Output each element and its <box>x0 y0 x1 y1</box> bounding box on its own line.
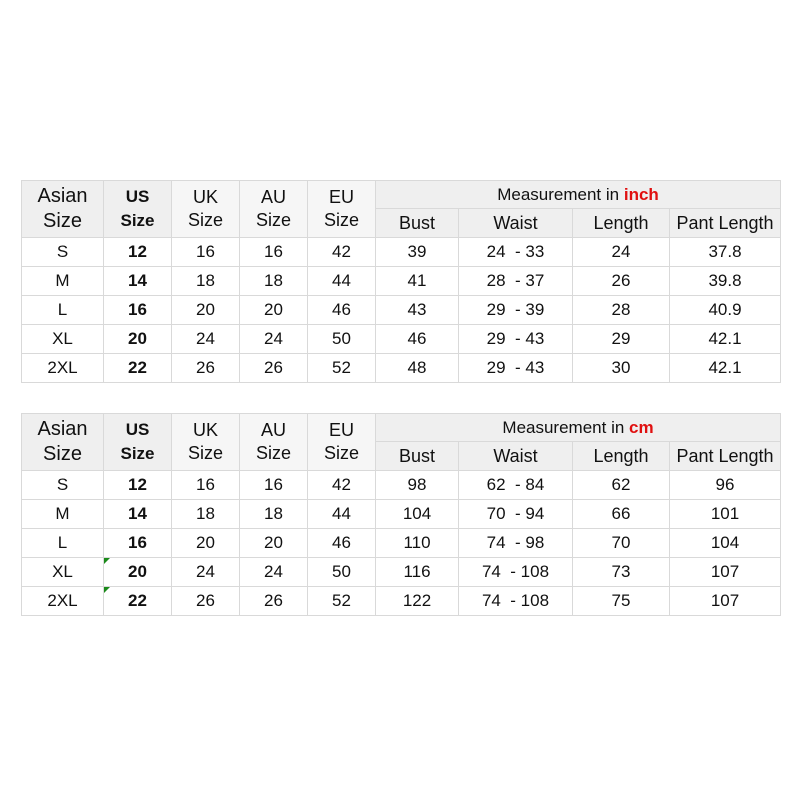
asian-size-cell: S <box>22 471 104 500</box>
au-size-cell: 26 <box>240 354 308 383</box>
au-size-cell: 20 <box>240 296 308 325</box>
us-size-header: US Size <box>104 414 172 471</box>
bust-cell: 98 <box>376 471 459 500</box>
uk-size-cell: 18 <box>172 500 240 529</box>
pant-length-header: Pant Length <box>670 442 781 471</box>
au-size-header: AU Size <box>240 181 308 238</box>
table-row <box>22 267 781 296</box>
measurement-unit: inch <box>623 184 659 204</box>
waist-cell: 74 - 108 <box>459 587 573 616</box>
us-size-cell: 14 <box>104 500 172 529</box>
bust-cell: 39 <box>376 238 459 267</box>
asian-size-cell: L <box>22 296 104 325</box>
waist-cell: 29 - 43 <box>459 325 573 354</box>
bust-cell: 41 <box>376 267 459 296</box>
uk-size-cell: 24 <box>172 558 240 587</box>
us-size-cell: 22 <box>104 354 172 383</box>
au-size-cell: 18 <box>240 500 308 529</box>
uk-size-cell: 20 <box>172 296 240 325</box>
length-header: Length <box>573 209 670 238</box>
uk-size-cell: 16 <box>172 238 240 267</box>
us-size-cell: 16 <box>104 296 172 325</box>
error-marker-icon <box>104 587 110 593</box>
uk-size-cell: 16 <box>172 471 240 500</box>
asian-size-cell: XL <box>22 325 104 354</box>
length-cell: 62 <box>573 471 670 500</box>
waist-cell: 24 - 33 <box>459 238 573 267</box>
measurement-title: Measurement in inch <box>376 181 781 209</box>
pant-length-cell: 42.1 <box>670 354 781 383</box>
eu-size-cell: 42 <box>308 471 376 500</box>
length-cell: 28 <box>573 296 670 325</box>
pant-length-cell: 42.1 <box>670 325 781 354</box>
uk-size-cell: 26 <box>172 354 240 383</box>
au-size-cell: 18 <box>240 267 308 296</box>
bust-header: Bust <box>376 209 459 238</box>
pant-length-cell: 101 <box>670 500 781 529</box>
au-size-cell: 24 <box>240 325 308 354</box>
asian-size-cell: S <box>22 238 104 267</box>
waist-header: Waist <box>459 209 573 238</box>
waist-cell: 62 - 84 <box>459 471 573 500</box>
length-cell: 24 <box>573 238 670 267</box>
eu-size-header: EU Size <box>308 414 376 471</box>
bust-cell: 48 <box>376 354 459 383</box>
waist-cell: 28 - 37 <box>459 267 573 296</box>
table-row <box>22 529 781 558</box>
pant-length-cell: 40.9 <box>670 296 781 325</box>
us-size-cell: 20 <box>104 558 172 587</box>
pant-length-cell: 96 <box>670 471 781 500</box>
eu-size-cell: 52 <box>308 587 376 616</box>
au-size-cell: 16 <box>240 471 308 500</box>
uk-size-header: UK Size <box>172 414 240 471</box>
uk-size-cell: 18 <box>172 267 240 296</box>
au-size-cell: 20 <box>240 529 308 558</box>
pant-length-cell: 39.8 <box>670 267 781 296</box>
us-size-cell: 16 <box>104 529 172 558</box>
eu-size-cell: 46 <box>308 296 376 325</box>
us-size-cell: 20 <box>104 325 172 354</box>
pant-length-header: Pant Length <box>670 209 781 238</box>
eu-size-cell: 44 <box>308 500 376 529</box>
eu-size-cell: 50 <box>308 325 376 354</box>
asian-size-cell: M <box>22 267 104 296</box>
uk-size-cell: 26 <box>172 587 240 616</box>
table-row <box>22 558 781 587</box>
bust-cell: 104 <box>376 500 459 529</box>
eu-size-cell: 44 <box>308 267 376 296</box>
pant-length-cell: 107 <box>670 558 781 587</box>
waist-header: Waist <box>459 442 573 471</box>
table-row <box>22 238 781 267</box>
eu-size-cell: 42 <box>308 238 376 267</box>
size-chart-cm <box>21 413 781 616</box>
table-row <box>22 296 781 325</box>
length-cell: 26 <box>573 267 670 296</box>
bust-cell: 122 <box>376 587 459 616</box>
waist-cell: 29 - 43 <box>459 354 573 383</box>
measurement-unit: cm <box>629 417 654 437</box>
waist-cell: 74 - 108 <box>459 558 573 587</box>
error-marker-icon <box>104 558 110 564</box>
us-size-cell: 12 <box>104 238 172 267</box>
length-cell: 73 <box>573 558 670 587</box>
asian-size-cell: 2XL <box>22 354 104 383</box>
eu-size-cell: 50 <box>308 558 376 587</box>
header-row <box>22 414 781 442</box>
length-cell: 30 <box>573 354 670 383</box>
length-cell: 70 <box>573 529 670 558</box>
waist-cell: 70 - 94 <box>459 500 573 529</box>
header-row <box>22 181 781 209</box>
table-row <box>22 587 781 616</box>
bust-header: Bust <box>376 442 459 471</box>
length-cell: 66 <box>573 500 670 529</box>
table-row <box>22 471 781 500</box>
length-header: Length <box>573 442 670 471</box>
us-size-header: US Size <box>104 181 172 238</box>
us-size-cell: 14 <box>104 267 172 296</box>
au-size-header: AU Size <box>240 414 308 471</box>
bust-cell: 110 <box>376 529 459 558</box>
uk-size-cell: 24 <box>172 325 240 354</box>
us-size-cell: 12 <box>104 471 172 500</box>
us-size-cell: 22 <box>104 587 172 616</box>
pant-length-cell: 107 <box>670 587 781 616</box>
au-size-cell: 26 <box>240 587 308 616</box>
asian-size-header: Asian Size <box>22 181 104 238</box>
size-chart-inch <box>21 180 781 383</box>
waist-cell: 29 - 39 <box>459 296 573 325</box>
measurement-title: Measurement in cm <box>376 414 781 442</box>
length-cell: 75 <box>573 587 670 616</box>
bust-cell: 43 <box>376 296 459 325</box>
asian-size-cell: XL <box>22 558 104 587</box>
asian-size-cell: 2XL <box>22 587 104 616</box>
pant-length-cell: 37.8 <box>670 238 781 267</box>
eu-size-header: EU Size <box>308 181 376 238</box>
pant-length-cell: 104 <box>670 529 781 558</box>
table-row <box>22 500 781 529</box>
length-cell: 29 <box>573 325 670 354</box>
bust-cell: 116 <box>376 558 459 587</box>
asian-size-cell: M <box>22 500 104 529</box>
eu-size-cell: 46 <box>308 529 376 558</box>
bust-cell: 46 <box>376 325 459 354</box>
asian-size-cell: L <box>22 529 104 558</box>
table-row <box>22 325 781 354</box>
asian-size-header: Asian Size <box>22 414 104 471</box>
waist-cell: 74 - 98 <box>459 529 573 558</box>
eu-size-cell: 52 <box>308 354 376 383</box>
au-size-cell: 16 <box>240 238 308 267</box>
uk-size-header: UK Size <box>172 181 240 238</box>
table-row <box>22 354 781 383</box>
au-size-cell: 24 <box>240 558 308 587</box>
uk-size-cell: 20 <box>172 529 240 558</box>
